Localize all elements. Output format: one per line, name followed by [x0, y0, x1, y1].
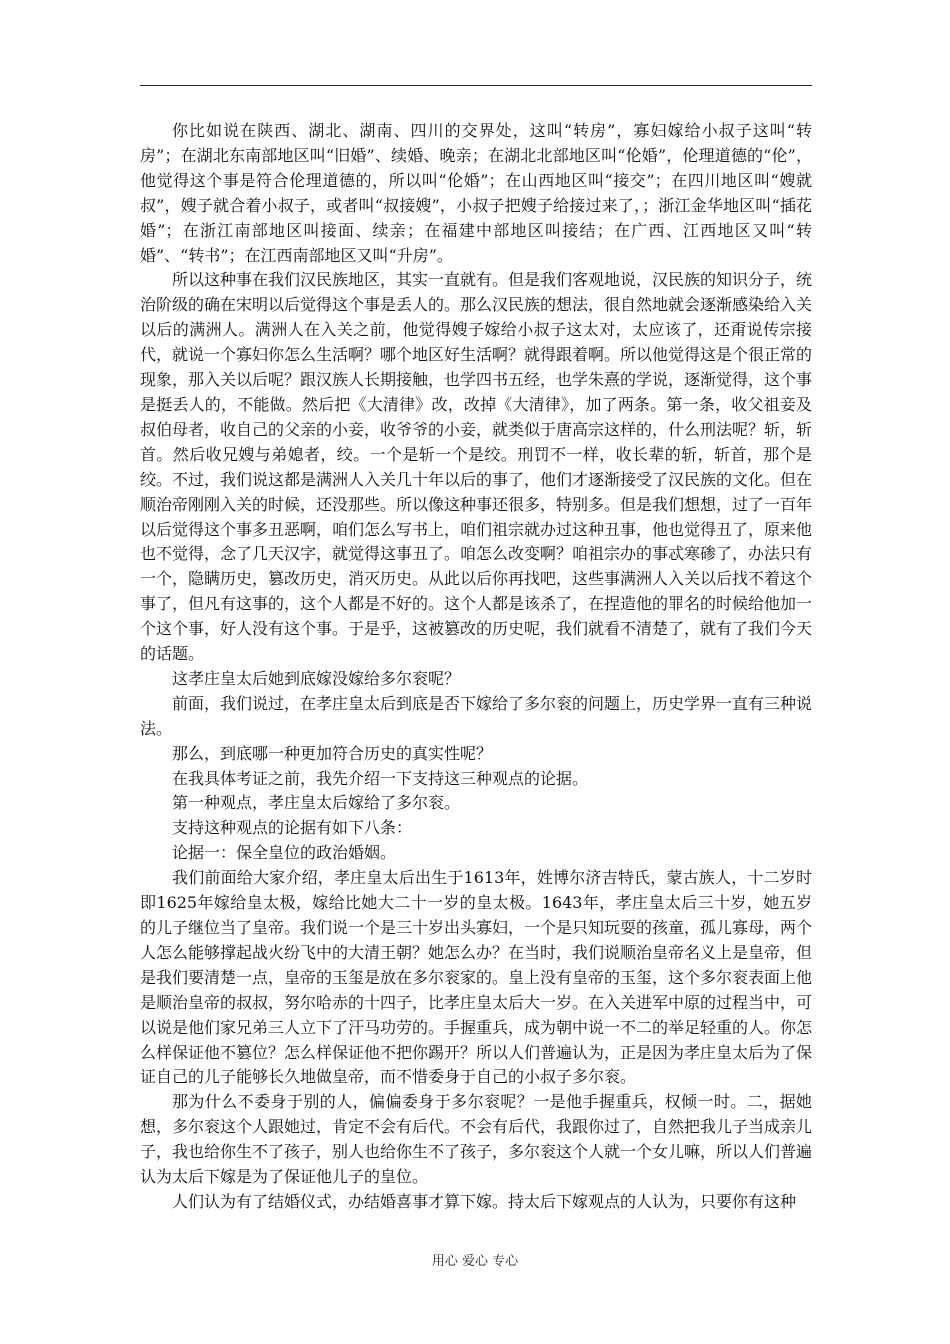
page-footer: 用心 爱心 专心 [431, 1254, 519, 1269]
paragraph: 人们认为有了结婚仪式，办结婚喜事才算下嫁。持太后下嫁观点的人认为，只要你有这种 [172, 1191, 797, 1211]
paragraph: 在我具体考证之前，我先介绍一下支持这三种观点的论据。 [172, 768, 589, 788]
paragraph: 这孝庄皇太后她到底嫁没嫁给多尔衮呢？ [172, 668, 461, 688]
paragraph: 那为什么不委身于别的人，偏偏委身于多尔衮呢？一是他手握重兵，权倾一时。二，据她想，多尔衮这个人跟她过，肯定不会有后代。不会有后代，我跟你过了，自然把我儿子当成亲儿子，我也给你生不了孩子，别人也给你生不了孩子，多尔衮这个人就一个女儿嘛，所以人们普遍认为太后下嫁是为了保证他儿子的皇位。 [140, 1092, 813, 1187]
paragraph: 那么，到底哪一种更加符合历史的真实性呢？ [172, 743, 493, 763]
paragraph: 论据一：保全皇位的政治婚姻。 [172, 843, 397, 863]
paragraph: 前面，我们说过，在孝庄皇太后到底是否下嫁给了多尔衮的问题上，历史学界一直有三种说法。 [140, 693, 813, 738]
paragraph: 你比如说在陕西、湖北、湖南、四川的交界处，这叫“转房”，寡妇嫁给小叔子这叫“转房”；在湖北东南部地区叫“旧婚”、续婚、晚亲；在湖北北部地区叫“伦婚”，伦理道德的“伦”，他觉得这个事是符合伦理道德的，所以叫“伦婚”；在山西地区叫“接交”；在四川地区叫“嫂就叔”，嫂子就合着小叔子，或者叫“叔接嫂”，小叔子把嫂子给接过来了，；浙江金华地区叫“插花婚”；在浙江南部地区叫接面、续亲；在福建中部地区叫接结；在广西、江西地区又叫“转婚”、“转书”；在江西南部地区又叫“升房”。 [140, 121, 812, 265]
paragraph: 第一种观点，孝庄皇太后嫁给了多尔衮。 [172, 793, 461, 813]
paragraph: 支持这种观点的论据有如下八条： [172, 818, 413, 838]
paragraph: 我们前面给大家介绍，孝庄皇太后出生于1613年，姓博尔济吉特氏，蒙古族人，十二岁时即1625年嫁给皇太极，嫁给比她大二十一岁的皇太极。1643年，孝庄皇太后三十岁，她五岁的儿子继位当了皇帝。我们说一个是三十岁出头寡妇，一个是只知玩耍的孩童，孤儿寡母，两个人怎么能够撑起战火纷飞中的大清王朝？她怎么办？在当时，我们说顺治皇帝名义上是皇帝，但是我们要清楚一点，皇帝的玉玺是放在多尔衮家的。皇上没有皇帝的玉玺，这个多尔衮表面上他是顺治皇帝的叔叔，努尔哈赤的十四子，比孝庄皇太后大一岁。在入关进军中原的过程当中，可以说是他们家兄弟三人立下了汗马功劳的。手握重兵，成为朝中说一不二的举足轻重的人。你怎么样保证他不篡位？怎么样保证他不把你踢开？所以人们普遍认为，正是因为孝庄皇太后为了保证自己的儿子能够长久地做皇帝，而不惜委身于自己的小叔子多尔衮。 [140, 868, 813, 1087]
document-body [140, 119, 812, 1215]
header-rule [140, 85, 812, 86]
paragraph: 所以这种事在我们汉民族地区，其实一直就有。但是我们客观地说，汉民族的知识分子，统治阶级的确在宋明以后觉得这个事是丢人的。那么汉民族的想法，很自然地就会逐渐感染给入关以后的满洲人。满洲人在入关之前，他觉得嫂子嫁给小叔子这太对，太应该了，还甭说传宗接代，就说一个寡妇你怎么生活啊？哪个地区好生活啊？就得跟着啊。所以他觉得这是个很正常的现象，那入关以后呢？跟汉族人长期接触，也学四书五经，也学朱熹的学说，逐渐觉得，这个事是挺丢人的，不能做。然后把《大清律》改，改掉《大清律》，加了两条。第一条，收父祖妾及叔伯母者，收自己的父亲的小妾，收爷爷的小妾，就类似于唐高宗这样的，什么刑法呢？斩，斩首。然后收兄嫂与弟媳者，绞。一个是斩一个是绞。刑罚不一样，收长辈的斩，斩首，那个是绞。不过，我们说这都是满洲人入关几十年以后的事了，他们才逐渐接受了汉民族的文化。但在顺治帝刚刚入关的时候，还没那些。所以像这种事还很多，特别多。但是我们想想，过了一百年以后觉得这个事多丑恶啊，咱们怎么写书上，咱们祖宗就办过这种丑事，他也觉得丑了，原来他也不觉得，念了几天汉字，就觉得这事丑了。咱怎么改变啊？咱祖宗办的事忒寒碜了，办法只有一个，隐瞒历史，篡改历史，消灭历史。从此以后你再找吧，这些事满洲人入关以后找不着这个事了，但凡有这事的，这个人都是不好的。这个人都是该杀了，在捏造他的罪名的时候给他加一个这个事，好人没有这个事。于是乎，这被篡改的历史呢，我们就看不清楚了，就有了我们今天的话题。 [140, 270, 813, 664]
